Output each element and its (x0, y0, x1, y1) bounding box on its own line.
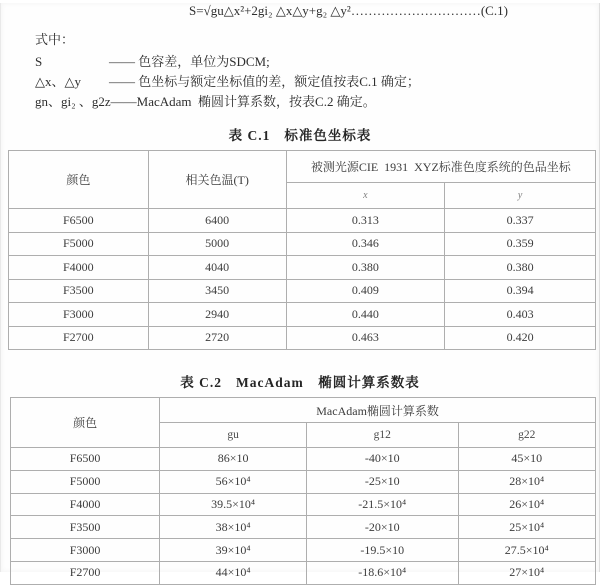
table-c1-header (9, 151, 596, 209)
cell-x: 0.380 (286, 256, 444, 280)
definition-item (35, 52, 599, 72)
table-c1-body (9, 209, 596, 350)
cell-color: F3000 (11, 539, 160, 562)
cell-gu: 39×10⁴ (160, 539, 307, 562)
definition-symbol: △x、△y (35, 74, 81, 89)
table-row (11, 516, 596, 539)
cell-y: 0.403 (445, 303, 596, 327)
table-row (9, 232, 596, 256)
cell-color: F5000 (9, 232, 149, 256)
cell-color: F3500 (11, 516, 160, 539)
table-c1-label: 表 C.1 (228, 128, 271, 143)
table-row (9, 326, 596, 350)
formula-dots: ………………………… (350, 3, 481, 18)
header-color: 颜色 (11, 398, 160, 448)
table-row (9, 209, 596, 233)
table-c1-title (1, 124, 599, 144)
cell-color: F2700 (9, 326, 149, 350)
definition-desc: —— 色坐标与额定坐标值的差，额定值按表C.1 确定； (109, 74, 420, 89)
cell-y: 0.394 (445, 279, 596, 303)
cell-temp: 6400 (148, 209, 286, 233)
header-coeff-group: MacAdam椭圆计算系数 (160, 398, 596, 423)
definitions-intro: 式中： (35, 32, 75, 47)
table-c2-title (1, 371, 599, 391)
definition-desc: ——MacAdam 椭圆计算系数，按表C.2 确定。 (110, 94, 376, 109)
cell-g12: -25×10 (307, 470, 459, 493)
header-coord-group: 被测光源CIE 1931 XYZ标准色度系统的色品坐标 (286, 151, 595, 183)
cell-g12: -18.6×10⁴ (307, 561, 459, 584)
cell-color: F2700 (11, 561, 160, 584)
cell-g22: 28×10⁴ (458, 470, 596, 493)
cell-color: F6500 (9, 209, 149, 233)
cell-g22: 45×10 (458, 448, 596, 471)
table-c2-name: MacAdam 椭圆计算系数表 (236, 375, 420, 390)
table-row (9, 279, 596, 303)
cell-gu: 56×10⁴ (160, 470, 307, 493)
definition-item (35, 72, 599, 92)
table-c2 (10, 397, 596, 585)
cell-gu: 38×10⁴ (160, 516, 307, 539)
cell-x: 0.440 (286, 303, 444, 327)
cell-temp: 3450 (148, 279, 286, 303)
table-c1-name: 标准色坐标表 (284, 128, 372, 143)
header-y: y (445, 183, 596, 209)
cell-g12: -20×10 (307, 516, 459, 539)
cell-gu: 44×10⁴ (160, 561, 307, 584)
table-c2-header (11, 398, 596, 448)
cell-x: 0.346 (286, 232, 444, 256)
cell-y: 0.380 (445, 256, 596, 280)
table-row (11, 448, 596, 471)
header-temp: 相关色温(T) (148, 151, 286, 209)
symbol-definitions (35, 29, 599, 112)
formula-line (189, 3, 599, 19)
header-gu: gu (160, 423, 307, 448)
definition-item (35, 92, 599, 112)
definition-symbol: S (35, 54, 43, 69)
cell-y: 0.420 (445, 326, 596, 350)
cell-g12: -21.5×10⁴ (307, 493, 459, 516)
cell-temp: 4040 (148, 256, 286, 280)
definition-symbol: gn、gi₂ 、g2z (35, 94, 111, 109)
table-row (11, 561, 596, 584)
header-g22: g22 (458, 423, 596, 448)
table-row (9, 303, 596, 327)
table-row (11, 470, 596, 493)
cell-y: 0.359 (445, 232, 596, 256)
table-c2-body (11, 448, 596, 585)
cell-gu: 86×10 (160, 448, 307, 471)
cell-color: F3000 (9, 303, 149, 327)
cell-color: F4000 (9, 256, 149, 280)
cell-color: F6500 (11, 448, 160, 471)
cell-g12: -19.5×10 (307, 539, 459, 562)
cell-g22: 26×10⁴ (458, 493, 596, 516)
cell-x: 0.313 (286, 209, 444, 233)
table-c2-label: 表 C.2 (180, 375, 222, 390)
cell-color: F3500 (9, 279, 149, 303)
cell-g12: -40×10 (307, 448, 459, 471)
cell-temp: 5000 (148, 232, 286, 256)
formula-ref: (C.1) (480, 3, 508, 18)
table-row (9, 256, 596, 280)
header-g12: g12 (307, 423, 459, 448)
cell-temp: 2720 (148, 326, 286, 350)
table-row (11, 539, 596, 562)
cell-x: 0.463 (286, 326, 444, 350)
header-color: 颜色 (9, 151, 149, 209)
document-page (0, 3, 600, 580)
cell-color: F4000 (11, 493, 160, 516)
cell-x: 0.409 (286, 279, 444, 303)
cell-g22: 27.5×10⁴ (458, 539, 596, 562)
cell-gu: 39.5×10⁴ (160, 493, 307, 516)
cell-g22: 27×10⁴ (458, 561, 596, 584)
table-row (11, 493, 596, 516)
cell-temp: 2940 (148, 303, 286, 327)
cell-y: 0.337 (445, 209, 596, 233)
definition-desc: —— 色容差，单位为SDCM; (109, 54, 270, 69)
header-x: x (286, 183, 444, 209)
cell-g22: 25×10⁴ (458, 516, 596, 539)
formula-expression: S=√gu△x²+2gi₂ △x△y+g₂ △y² (189, 3, 351, 18)
cell-color: F5000 (11, 470, 160, 493)
table-c1 (8, 150, 596, 350)
